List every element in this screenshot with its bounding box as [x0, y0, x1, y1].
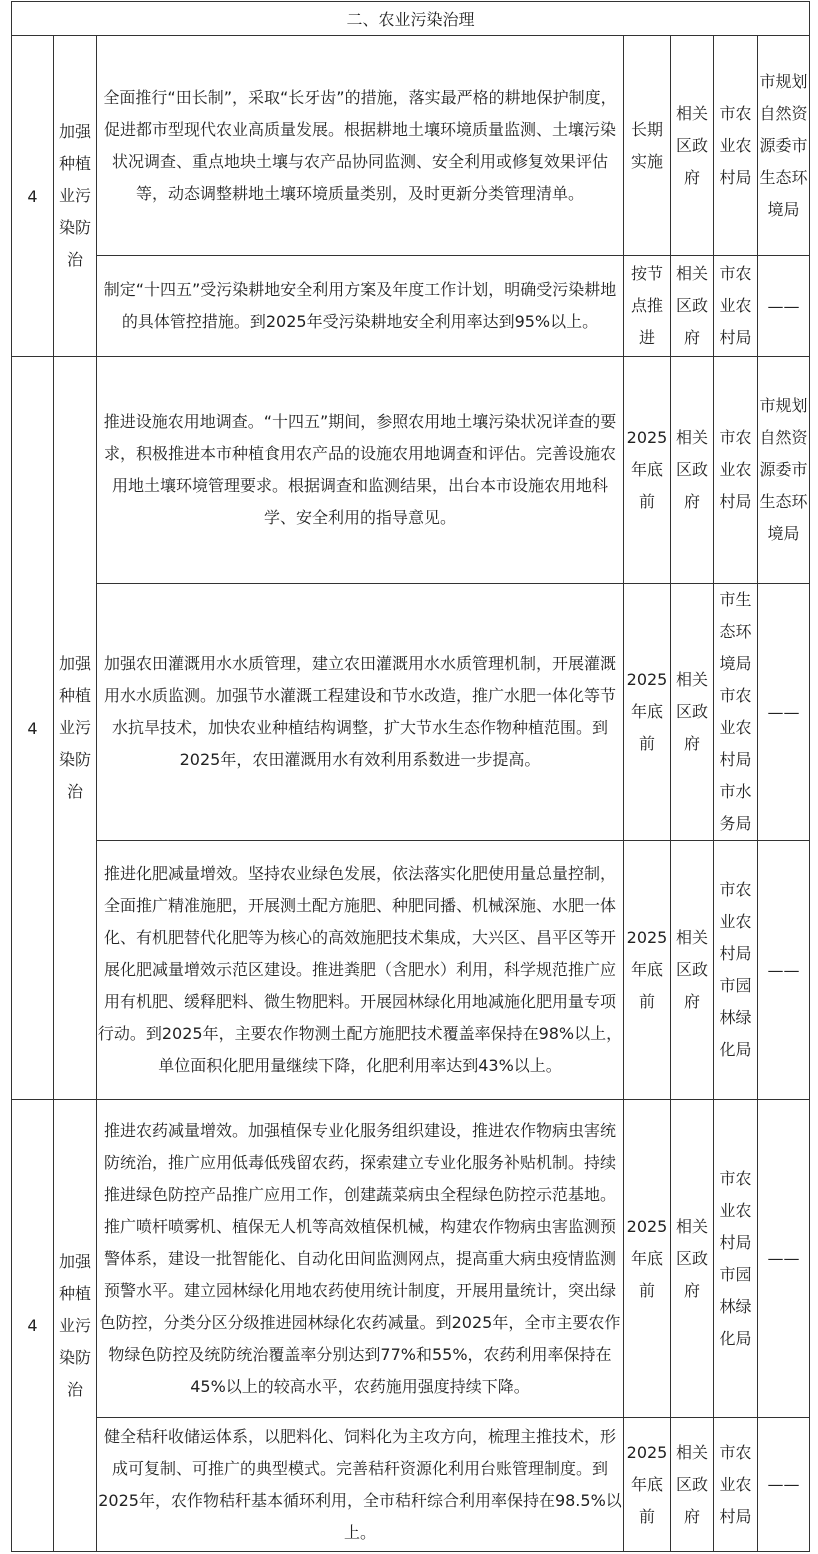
responsible-cell: 相关区政府: [671, 36, 714, 256]
section-title: 二、农业污染治理: [12, 2, 810, 36]
row-number: 4: [12, 1100, 54, 1552]
category-cell: 加强种植业污染防治: [54, 36, 97, 357]
task-cell: 推进农药减量增效。加强植保专业化服务组织建设，推进农作物病虫害统防统治，推广应用低毒低残留农药，探索建立专业化服务补贴机制。持续推进绿色防控产品推广应用工作，创建蔬菜病虫全程绿色防控示范基地。推广喷杆喷雾机、植保无人机等高效植保机械，构建农作物病虫害监测预警体系，建设一批智能化、自动化田间监测网点，提高重大病虫疫情监测预警水平。建立园林绿化用地农药使用统计制度，开展用量统计，突出绿色防控，分类分区分级推进园林绿化农药减量。到2025年，全市主要农作物绿色防控及统防统治覆盖率分别达到77%和55%，农药利用率保持在45%以上的较高水平，农药施用强度持续下降。: [97, 1100, 624, 1418]
lead-dept-cell: 市农业农村局: [714, 1418, 758, 1552]
lead-dept-cell: 市农业农村局: [714, 256, 758, 357]
lead-dept-cell: 市农业农村局: [714, 36, 758, 256]
coop-dept-cell: 市规划自然资源委市生态环境局: [758, 36, 810, 256]
responsible-cell: 相关区政府: [671, 1100, 714, 1418]
time-cell: 2025年底前: [624, 584, 671, 841]
time-cell: 2025年底前: [624, 357, 671, 584]
coop-dept-cell: ——: [758, 1100, 810, 1418]
time-cell: 2025年底前: [624, 841, 671, 1100]
task-cell: 健全秸秆收储运体系，以肥料化、饲料化为主攻方向，梳理主推技术，形成可复制、可推广的典型模式。完善秸秆资源化利用台账管理制度。到2025年，农作物秸秆基本循环利用，全市秸秆综合利用率保持在98.5%以上。: [97, 1418, 624, 1552]
lead-dept-cell: 市农业农村局市园林绿化局: [714, 841, 758, 1100]
coop-dept-cell: ——: [758, 256, 810, 357]
time-cell: 2025年底前: [624, 1418, 671, 1552]
task-cell: 推进化肥减量增效。坚持农业绿色发展，依法落实化肥使用量总量控制，全面推广精准施肥，开展测土配方施肥、种肥同播、机械深施、水肥一体化、有机肥替代化肥等为核心的高效施肥技术集成，大兴区、昌平区等开展化肥减量增效示范区建设。推进粪肥（含肥水）利用，科学规范推广应用有机肥、缓释肥料、微生物肥料。开展园林绿化用地减施化肥用量专项行动。到2025年，主要农作物测土配方施肥技术覆盖率保持在98%以上，单位面积化肥用量继续下降，化肥利用率达到43%以上。: [97, 841, 624, 1100]
responsible-cell: 相关区政府: [671, 357, 714, 584]
row-number: 4: [12, 357, 54, 1100]
responsible-cell: 相关区政府: [671, 841, 714, 1100]
table-row: [12, 256, 810, 357]
table-row: [12, 841, 810, 1100]
section-header-row: [12, 2, 810, 36]
table-row: [12, 1100, 810, 1418]
category-cell: 加强种植业污染防治: [54, 357, 97, 1100]
lead-dept-cell: 市农业农村局市园林绿化局: [714, 1100, 758, 1418]
time-cell: 2025年底前: [624, 1100, 671, 1418]
coop-dept-cell: ——: [758, 841, 810, 1100]
table-row: [12, 36, 810, 256]
table-row: [12, 1418, 810, 1552]
time-cell: 按节点推进: [624, 256, 671, 357]
responsible-cell: 相关区政府: [671, 1418, 714, 1552]
lead-dept-cell: 市生态环境局市农业农村局市水务局: [714, 584, 758, 841]
task-cell: 推进设施农用地调查。“十四五”期间，参照农用地土壤污染状况详查的要求，积极推进本市种植食用农产品的设施农用地调查和评估。完善设施农用地土壤环境管理要求。根据调查和监测结果，出台本市设施农用地科学、安全利用的指导意见。: [97, 357, 624, 584]
time-cell: 长期实施: [624, 36, 671, 256]
coop-dept-cell: 市规划自然资源委市生态环境局: [758, 357, 810, 584]
task-cell: 全面推行“田长制”，采取“长牙齿”的措施，落实最严格的耕地保护制度，促进都市型现代农业高质量发展。根据耕地土壤环境质量监测、土壤污染状况调查、重点地块土壤与农产品协同监测、安全利用或修复效果评估等，动态调整耕地土壤环境质量类别，及时更新分类管理清单。: [97, 36, 624, 256]
task-cell: 加强农田灌溉用水水质管理，建立农田灌溉用水水质管理机制，开展灌溉用水水质监测。加强节水灌溉工程建设和节水改造，推广水肥一体化等节水抗旱技术，加快农业种植结构调整，扩大节水生态作物种植范围。到2025年，农田灌溉用水有效利用系数进一步提高。: [97, 584, 624, 841]
task-cell: 制定“十四五”受污染耕地安全利用方案及年度工作计划，明确受污染耕地的具体管控措施。到2025年受污染耕地安全利用率达到95%以上。: [97, 256, 624, 357]
row-number: 4: [12, 36, 54, 357]
pollution-task-table: [11, 1, 810, 1552]
lead-dept-cell: 市农业农村局: [714, 357, 758, 584]
coop-dept-cell: ——: [758, 584, 810, 841]
table-row: [12, 357, 810, 584]
responsible-cell: 相关区政府: [671, 584, 714, 841]
coop-dept-cell: ——: [758, 1418, 810, 1552]
category-cell: 加强种植业污染防治: [54, 1100, 97, 1552]
table-row: [12, 584, 810, 841]
responsible-cell: 相关区政府: [671, 256, 714, 357]
